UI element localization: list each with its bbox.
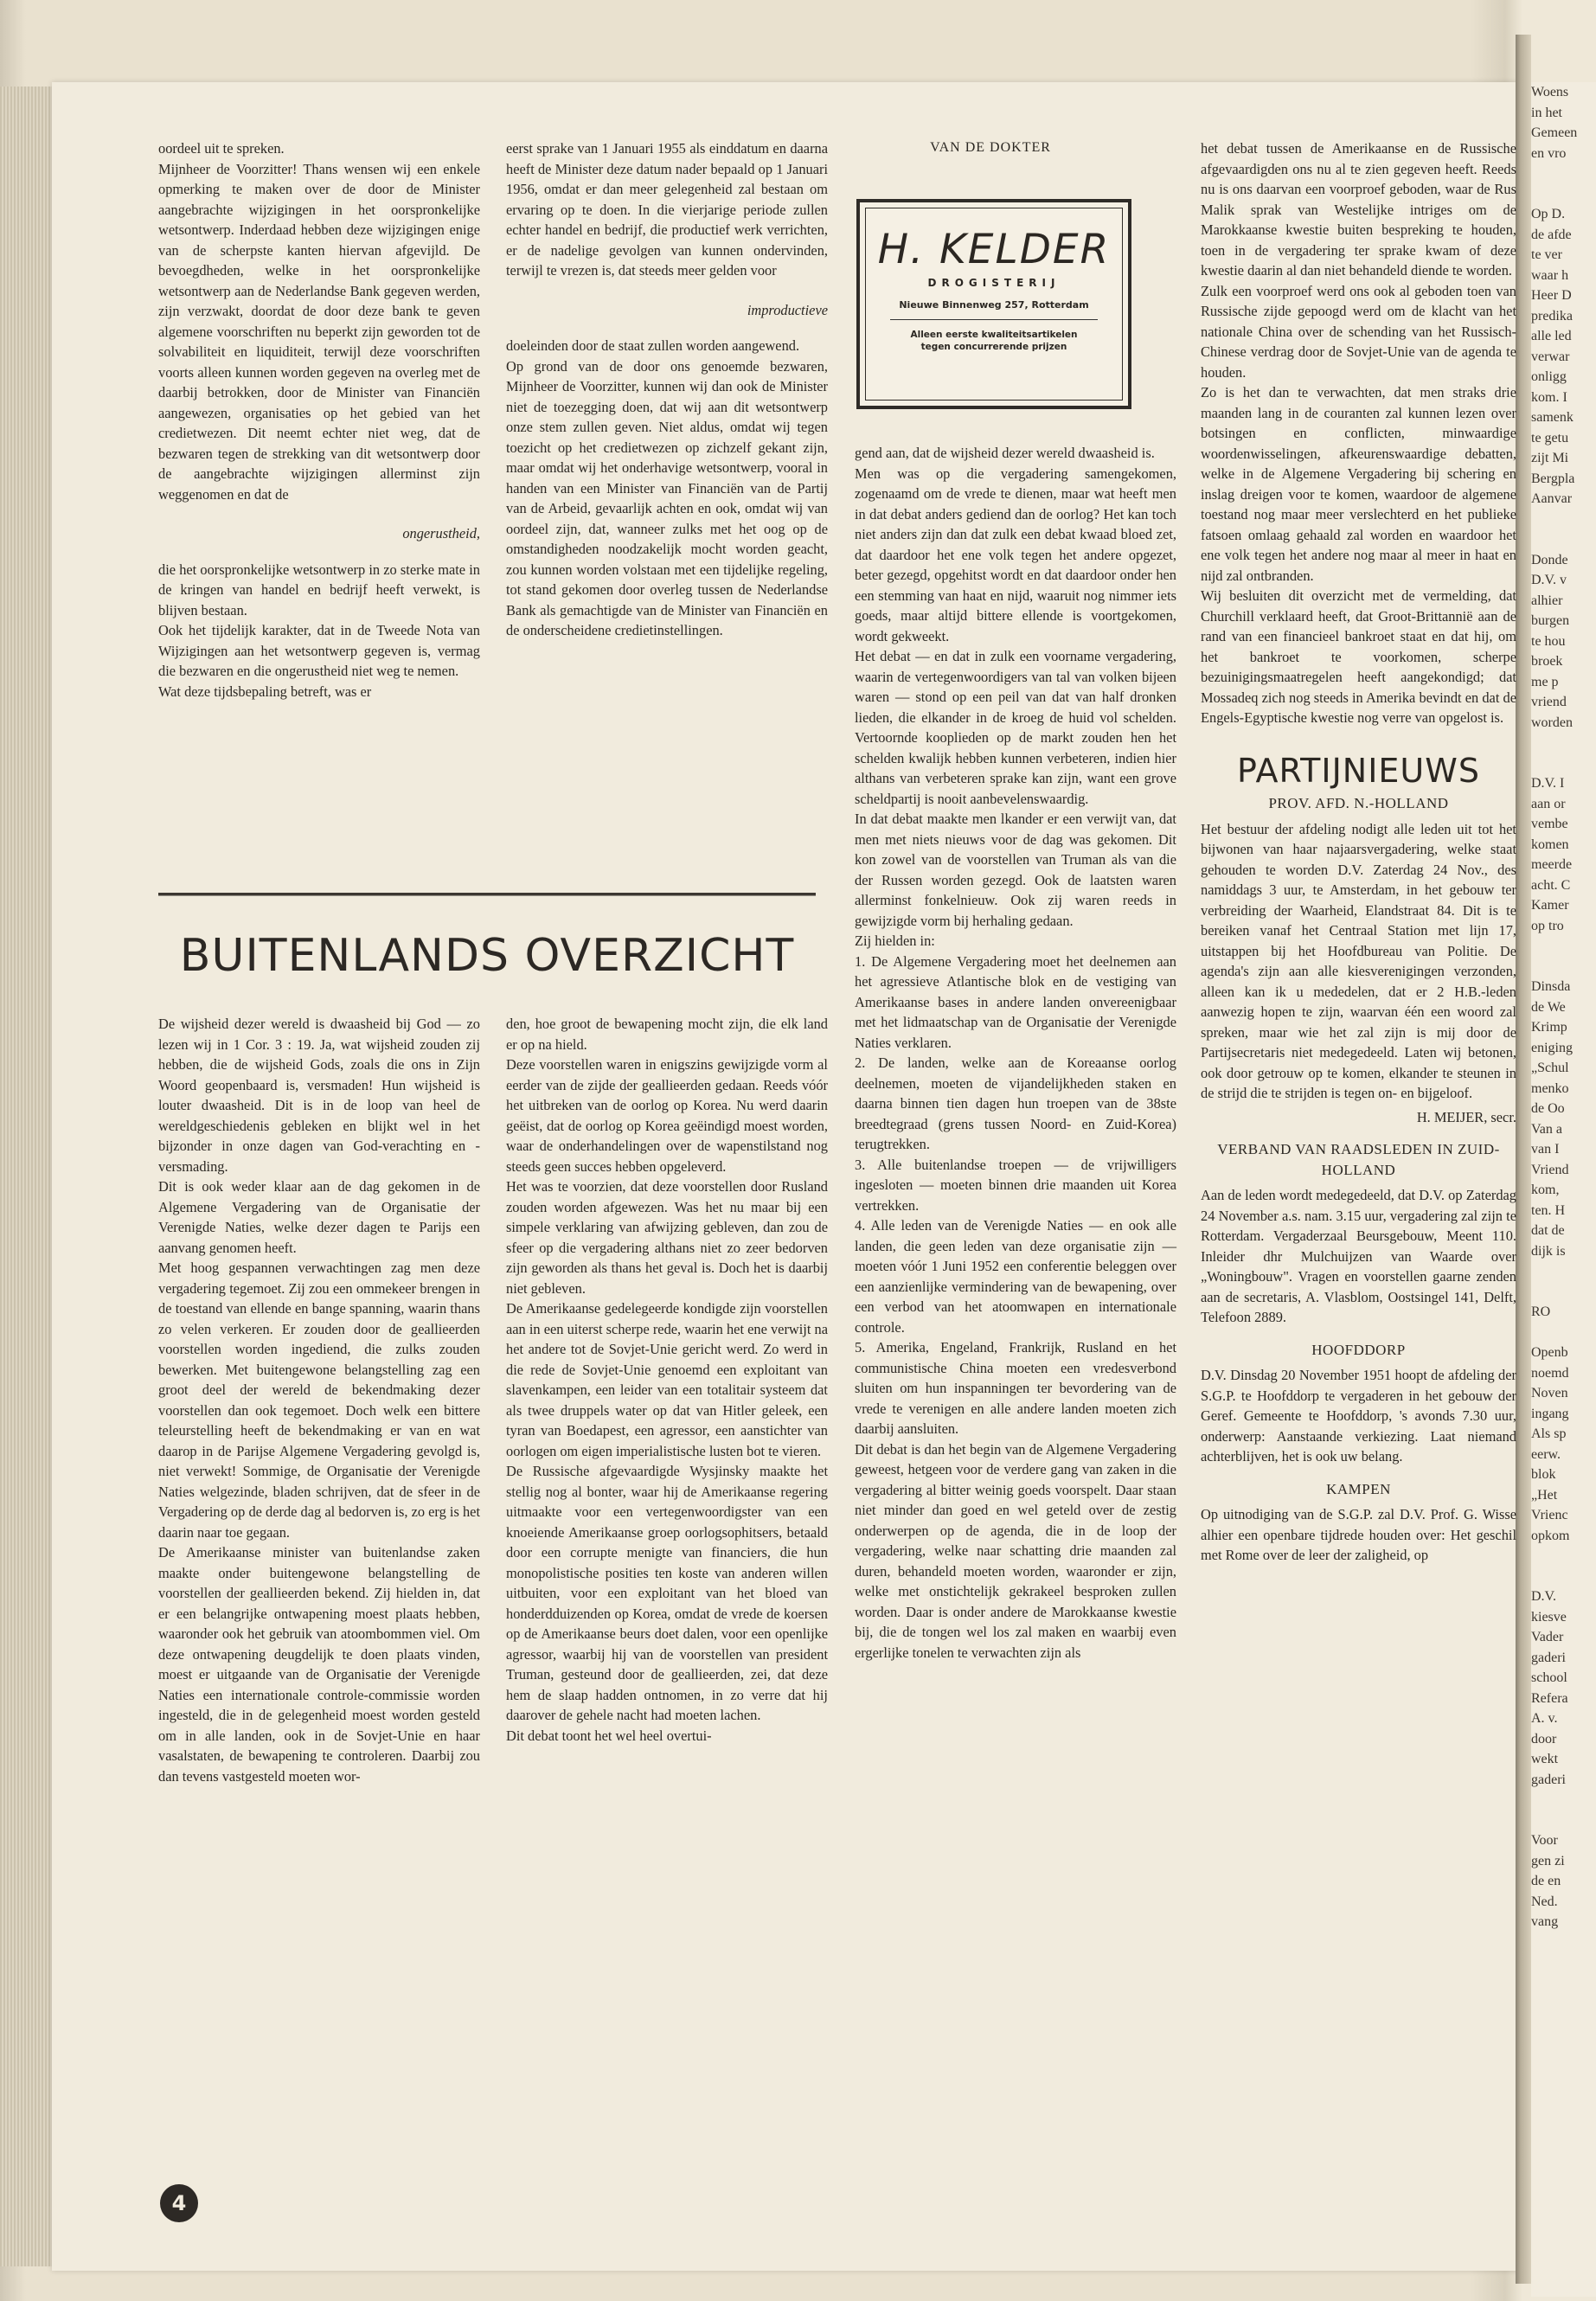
paragraph: 1. De Algemene Vergadering moet het deelnemen aan het agressieve Atlantische blok en de vestiging van Amerikaanse bases in andere landen onvereenigbaar met het lidmaatschap van de Organisatie der Verenigde Naties verklaren. (855, 952, 1176, 1051)
paragraph: Zo is het dan te verwachten, dat men straks drie maanden lang in de couranten zal kunnen lezen over botsingen en conflicten, minwaardige woordenwisselingen, afkeurenswaardige debatten, welke in de Algemene Vergadering bij schering en inslag dreigen voor te komen, waardoor de algemene toestand nog maar meer verslechterd en het publieke fatsoen omlaag gehaald zal worden en waardoor het ene volk tegen het andere nog maar al meer in haat en nijd zal ontbranden. (1201, 384, 1516, 584)
paragraph: Wat deze tijdsbepaling betreft, was er (158, 683, 372, 700)
col1-top (158, 138, 480, 504)
next-page-line: eerw. (1531, 1446, 1561, 1462)
paragraph: De wijsheid dezer wereld is dwaasheid bij God — zo lezen wij in 1 Cor. 3 : 19. Ja, wat wijsheid zouden zij hebben, die de wijsheid Gods, zoals die ons in Zijn Woord geopenbaard is, versmaden! Hun wijsheid is louter dwaasheid. Dit is in de loop van heel de wereldgeschiedenis gebleken en blijkt wel in het bijzonder in onze dagen van God-verachting en -versmading. (158, 1016, 480, 1175)
next-page-line: te getu (1531, 430, 1569, 445)
paragraph: Met hoog gespannen verwachtingen zag men deze vergadering tegemoet. Zij zou een ommekeer brengen in de toestand van ellende en bange spanning, waarin thans zo velen verkeren. Er zouden door de geallieerden voorstellen worden ingediend, die zulks zouden bewerken. Met buitengewone belangstelling zag een groot deel der wereld de bekendmaking dezer voorstellen dan ook tegemoet. Doch welk een bittere teleurstelling heeft de bekendmaking er van en wat daarop in de Parijse Algemene Vergadering gevolgd is, niet verwekt! Sommige, de Organisatie der Verenigde Naties welgezinde, bladen schrijven, dat de sfeer in de Vergadering op de derde dag al bedorven is, zo erg is het daarin naar toe gegaan. (158, 1259, 480, 1541)
next-page-line: gaderi (1531, 1650, 1566, 1665)
next-page-line: D.V. (1531, 1589, 1557, 1604)
overview-column-1 (158, 1014, 480, 1786)
article-column-1 (158, 138, 480, 702)
paragraph: De Amerikaanse gedelegeerde kondigde zijn voorstellen aan in een uiterst scherpe rede, waarin het ene verwijt na het andere tot de Sovjet-Unie gericht werd. Zo werd in die rede de Sovjet-Unie genoemd een exploitant van slavenkampen, een leider van een totalitair systeem dat als twee druppels water op dat van Hitler geleek, een tyran van Boedapest, een agressor, een aanstichter van oorlogen om eigen imperialistische lusten bot te vieren. (506, 1300, 828, 1459)
next-page-line: Krimp (1531, 1020, 1567, 1035)
next-page-sliver (1531, 82, 1596, 2297)
paragraph: Dit debat toont het wel heel overtui- (506, 1727, 712, 1744)
paragraph: Het was te voorzien, dat deze voorstellen door Rusland zouden worden afgewezen. Was het nu maar bij een simpele verklaring van afwijzing gebleven, dan zou de sfeer op die vergadering althans niet zo zeer bedorven zijn geworden als thans het geval is. Doch het is daarbij niet gebleven. (506, 1178, 828, 1297)
next-page-line: Als sp (1531, 1426, 1567, 1441)
col2-subhead: improductieve (747, 301, 828, 318)
paragraph: De Russische afgevaardigde Wysjinsky maakte het stellig nog al bonter, waar hij de Amerikaanse regering uitmaakte voor een vertegenwoordigster van een knoeiende Amerikaanse groep oorlogsophitsers, betaald door een corrupte menigte van financiers, die hun monopolistische posities ten koste van anderen willen uitbuiten, voor een exploitant van het bloed van honderdduizenden op Korea, omdat de vrede de koersen op de Amerikaanse beurs doet dalen, voor een openlijke agressor, waarbij hij van de voorstellen van president Truman, gesteund door de geallieerden, zei, dat deze hem de slaap hadden ontnomen, in zo verre dat hij daarover de gehele nacht had moeten lachen. (506, 1463, 828, 1723)
paragraph: Mijnheer de Voorzitter! Thans wensen wij een enkele opmerking te maken over de door de Minister aangebrachte wijzigingen in het oorspronkelijke wetsontwerp. Inderdaad hebben deze wijzigingen enige van de scherpste kanten hiervan afgevijld. De bevoegdheden, welke in het oorspronkelijke wetsontwerp aan de Nederlandse Bank gegeven werden, zijn verzwakt, doordat de door deze bank te geven algemene voorschriften nu beperkt zijn geworden tot de solvabiliteit en liquiditeit, terwijl deze voorschriften voorts alleen kunnen worden gegeven na overleg met de daarbij betrokken, door de Minister van Financiën aangewezen, organisaties op het gebied van het credietwezen. Dit neemt echter niet weg, dat de bezwaren tegen de strekking van dit wetsontwerp door de aangebrachte wijzigingen allerminst zijn weggenomen en dat de (158, 160, 480, 503)
next-page-line: dijk is (1531, 1243, 1566, 1259)
next-page-line: kiesve (1531, 1609, 1567, 1625)
ad-trade: DROGISTERIJ (927, 277, 1061, 289)
next-page-line: Vriend (1531, 1162, 1569, 1177)
paragraph: Dit debat is dan het begin van de Algemene Vergadering geweest, hetgeen voor de verdere gang van zaken in die vergadering al bitter weinig goeds voorspelt. Daar staan niet minder dan goed en wel geteld over de zestig onderwerpen op de agenda, die in de loop der vergadering, welke naar schatting drie maanden zal duren, behandeld moeten worden, waaronder er zijn, welke met onstichtelijk gekrakeel besproken zullen worden. Daar is onder andere de Marokkaanse kwestie bij, die de tongen wel los zal maken en waarbij even ergerlijke tonelen te verwachten zijn als (855, 1440, 1176, 1661)
next-page-line: kom. I (1531, 389, 1567, 405)
next-page-line: Donde (1531, 552, 1568, 567)
next-page-line: opkom (1531, 1528, 1570, 1543)
next-page-line (1531, 936, 1596, 957)
next-page-line: de We (1531, 999, 1566, 1015)
paragraph: 5. Amerika, Engeland, Frankrijk, Rusland en het communistische China moeten een vredesverbond sluiten om hun inspanningen ter bevordering van de vrede te verenigen en alle andere landen moeten zich daarbij aansluiten. (855, 1339, 1176, 1437)
stacked-page-edges (0, 87, 52, 2266)
next-page-line: menko (1531, 1080, 1569, 1096)
next-page-line: onligg (1531, 369, 1567, 384)
next-page-line: A. v. (1531, 1711, 1558, 1726)
page-number-badge: 4 (160, 2184, 198, 2222)
next-page-line: „Schul (1531, 1061, 1569, 1075)
next-page-line (1531, 529, 1596, 550)
paragraph: Op grond van de door ons genoemde bezwaren, Mijnheer de Voorzitter, kunnen wij dan ook de Minister niet de toezegging doen, dat wij aan dit wetsontwerp onze stem zullen geven. Niet aldus, omdat wij tegen toezicht op het credietwezen op zichzelf gekant zijn, maar omdat wij het onderhavige wetsontwerp, vooral in handen van een Minister van Financiën van de Partij van de Arbeid, gevaarlijk achten en ook, omdat wij van oordeel zijn, dat, wanneer zulks met het oog op de omstandigheden noodzakelijk mocht worden geacht, zou kunnen worden volstaan met een tijdelijke regeling, tot stand gekomen door overleg tussen de Nederlandse Bank als gemachtigde van de Minister van Financiën en de onderscheidene credietinstellingen. (506, 357, 828, 638)
ad-divider (890, 319, 1098, 320)
next-page-line (1531, 1811, 1596, 1831)
signature: H. MEIJER, secr. (1416, 1108, 1516, 1125)
main-title: BUITENLANDS OVERZICHT (179, 930, 795, 982)
next-page-line (1531, 510, 1596, 530)
next-page-line: Heer D (1531, 288, 1572, 303)
next-page-line: D.V. I (1531, 776, 1565, 791)
overview-column-2 (506, 1014, 828, 1746)
section-title-2: VERBAND VAN RAADSLEDEN IN ZUID-HOLLAND (1217, 1141, 1500, 1178)
next-page-line: Vrienc (1531, 1508, 1568, 1522)
next-page-line: dat de (1531, 1223, 1565, 1238)
next-page-line: Refera (1531, 1690, 1568, 1706)
next-page-line: noemd (1531, 1365, 1569, 1381)
article-column-4 (1201, 138, 1516, 1566)
next-page-line: te hou (1531, 633, 1566, 649)
next-page-line: acht. C (1531, 877, 1571, 893)
next-page-line (1531, 753, 1596, 774)
next-page-line: predika (1531, 308, 1573, 324)
next-page-line (1531, 1546, 1596, 1567)
binding-spine (1516, 35, 1531, 2284)
col1-subhead: ongerustheid, (402, 525, 480, 542)
pharmacy-advertisement (856, 199, 1131, 409)
paragraph: doeleinden door de staat zullen worden aangewend. (506, 337, 800, 354)
next-page-line (1531, 1790, 1596, 1811)
next-page-line: te ver (1531, 247, 1562, 262)
next-page-line: van I (1531, 1142, 1560, 1157)
paragraph: den, hoe groot de bewapening mocht zijn, die elk land er op na hield. (506, 1016, 828, 1053)
next-page-line: „Het (1531, 1487, 1558, 1503)
ad-line-1: Alleen eerste kwaliteitsartikelen (910, 330, 1078, 340)
section-body-1: Het bestuur der afdeling nodigt alle leden uit tot het bijwonen van haar najaarsvergadering, welke staat gehouden te worden D.V. Zaterdag 24 Nov., des namiddags 3 uur, te Amsterdam, in het gebouw ter verbreiding der Waarheid, Elandstraat 84. Dit is te bereiken vanaf het Centraal Station met lijn 17, uitstappen bij het Hoofdbureau van Politie. De agenda's zijn aan alle kiesverenigingen verzonden, alleen kan ik u mededelen, dat er 2 H.B.-leden aanwezig hopen te zijn, waarvan één een woord zal spreken, maar wie het zal zijn is mij door de Partijsecretaris niet medegedeeld. Laten wij betonen, ook door getrouw op te komen, elkander te steunen in de strijd die te strijden is tegen on- en bijgeloof. (1201, 820, 1516, 1101)
next-page-line (1531, 957, 1596, 977)
next-page-line: Dinsda (1531, 979, 1571, 994)
section-title-1: PROV. AFD. N.-HOLLAND (1268, 795, 1449, 811)
paragraph: De Amerikaanse minister van buitenlandse zaken maakte onder buitengewone belangstelling de voorstellen der geallieerden bekend. Zij hielden in, dat er een belangrijke ontwapening moest plaats hebben, waaronder ook het gebruik van atoombommen viel. Om deze ontwapening deugdelijk te doen plaats vinden, moest er uitgaande van de Organisatie der Verenigde Naties een internationale controle-commissie worden ingesteld, die in de gelegenheid moest worden gesteld om in alle landen, ook in de Sovjet-Unie en haar vasalstaten, de bewapening te controleren. Daarbij zou dan tevens vastgesteld moeten wor- (158, 1544, 480, 1785)
paragraph: Dit is ook weder klaar aan de dag gekomen in de Algemene Vergadering van de Organisatie der Verenigde Naties, welke dezer dagen te Parijs een aanvang genomen heeft. (158, 1178, 480, 1256)
next-page-line: eniging (1531, 1040, 1573, 1055)
article-column-3 (855, 443, 1176, 1663)
section-body-3: D.V. Dinsdag 20 November 1951 hoopt de afdeling der S.G.P. te Hoofddorp te vergaderen in het gebouw der Geref. Gemeente te Hoofddorp, 's avonds 7.30 uur, onderwerp: Aanstaande verkiezing. Laat niemand achterblijven, het is ook uw belang. (1201, 1367, 1516, 1465)
col2-bottom (506, 336, 828, 641)
section-body-2: Aan de leden wordt medegedeeld, dat D.V. op Zaterdag 24 November a.s. nam. 3.15 uur, vergadering zal zijn te Rotterdam. Vergaderzaal Beursgebouw, Meent 110. Inleider dhr Mulchuijzen van Waarde over „Woningbouw". Vragen en voorstellen gaarne zenden aan de secretaris, A. Vlasblom, Oostsingel 141, Delft, Telefoon 2889. (1201, 1187, 1516, 1325)
next-page-line (1531, 1323, 1596, 1343)
next-page-line: Openb (1531, 1345, 1568, 1360)
paragraph: 4. Alle leden van de Verenigde Naties — en ook alle landen, die geen leden van deze organisatie zijn — moeten vóór 1 Juni 1952 een conferentie beleggen over een aanzienlijke vermindering van de bewapening, over een verbod van het atoomwapen en internationale controle. (855, 1217, 1176, 1336)
next-page-line: door (1531, 1731, 1557, 1747)
paragraph: In dat debat maakte men lkander er een verwijt van, dat men met niets nieuws voor de dag was gekomen. Dit kon zowel van de voorstellen van Truman als van die der Russen worden gezegd. Ook de laatsten waren allerminst fonkelnieuw. Ook zij waren reeds in gewijzigde vorm bij herhaling gedaan. (855, 811, 1176, 929)
next-page-line: Voor (1531, 1833, 1558, 1848)
next-page-line (1531, 184, 1596, 205)
next-page-line: Kamer (1531, 898, 1569, 913)
next-page-line: Bergpla (1531, 471, 1575, 486)
next-page-line: ten. H (1531, 1202, 1566, 1218)
paragraph: Wij besluiten dit overzicht met de vermelding, dat Churchill verklaard heeft, dat Groot-Brittannië aan de rand van een financieel bankroet staat en dat hij, om het bankroet te voorkomen, scherpe bezuinigingsmaatregelen heeft aangekondigd; dat Mossadeq zich nog steeds in Amerika bevindt en dat de Engels-Egyptische kwestie nog verre van opgelost is. (1201, 587, 1516, 726)
next-page-line: Vader (1531, 1630, 1564, 1644)
paragraph: eerst sprake van 1 Januari 1955 als einddatum en daarna heeft de Minister deze datum nader bepaald op 1 Januari 1956, omdat er dan meer gelegenheid zal bestaan om ervaring op te doen. In die vierjarige periode zullen echter handel en bedrijf, die productief werk verrichten, er de nadelige gevolgen van kunnen ondervinden, terwijl te vrezen is, dat steeds meer gelden voor (506, 140, 828, 279)
next-page-line (1531, 1282, 1596, 1303)
paragraph: die het oorspronkelijke wetsontwerp in zo sterke mate in de kringen van handel en bedrijf heeft verwekt, is blijven bestaan. (158, 561, 480, 619)
next-page-line: aan or (1531, 796, 1566, 811)
doctor-heading: VAN DE DOKTER (930, 140, 1051, 155)
next-page-line: RO (1531, 1304, 1551, 1319)
next-page-line: zijt Mi (1531, 451, 1569, 465)
next-page-line: D.V. v (1531, 573, 1567, 587)
next-page-line: gen zi (1531, 1853, 1565, 1868)
ad-name: H. KELDER (877, 226, 1111, 273)
article-column-2 (506, 138, 828, 641)
next-page-line: de Oo (1531, 1101, 1565, 1116)
next-page-line (1531, 1261, 1596, 1282)
next-page-line: alhier (1531, 593, 1563, 608)
next-page-line: school (1531, 1670, 1567, 1685)
next-page-line (1531, 163, 1596, 184)
next-page-line: Van a (1531, 1121, 1562, 1137)
next-page-line: burgen (1531, 613, 1570, 628)
next-page-line: verwar (1531, 349, 1570, 364)
paragraph: het debat tussen de Amerikaanse en de Russische afgevaardigden ons nu al te zien gegeven heeft. Reeds nu is ons daarvan een voorproef geboden, waar de Rus Malik sprak van Westelijke intriges om de Marokkaanse kwestie buiten bespreking te houden, toen in de vergadering ter sprake kwam of deze kwestie daarin al dan niet behandeld diende te worden. (1201, 140, 1516, 279)
next-page-line: kom, (1531, 1183, 1560, 1197)
next-page-line: de en (1531, 1874, 1561, 1888)
paragraph: Men was op die vergadering samengekomen, zogenaamd om de vrede te dienen, maar wat heeft men in dat debat anders gediend dan de oorlog? Het kan toch niet anders zijn dan dat zulk een debat kwaad bloed zet, dat daardoor het ene volk tegen het andere opgezet, beter gezegd, opgehitst wordt en dat daardoor onder hen een stemming van haat en nijd, waaruit nog nimmer iets goeds, maar altijd bittere ellende is voortgekomen, wordt gekweekt. (855, 465, 1176, 644)
next-page-line: in het (1531, 105, 1562, 120)
col1-bottom (158, 560, 480, 702)
next-page-line: op tro (1531, 918, 1564, 933)
next-page-line: vembe (1531, 817, 1568, 831)
next-page-line: en vro (1531, 145, 1567, 161)
next-page-line: waar h (1531, 267, 1569, 283)
next-page-line: samenk (1531, 410, 1574, 425)
next-page-line: vriend (1531, 695, 1567, 709)
paragraph: oordeel uit te spreken. (158, 140, 285, 157)
paragraph: Deze voorstellen waren in enigszins gewijzigde vorm al eerder van de zijde der geallieerden gedaan. Reeds vóór het uitbreken van de oorlog op Korea. Nu werd daarin geëist, dat de oorlog op Korea geëindigd moest worden, waar de onderhandelingen over de wapenstilstand nog steeds geen succes hebben opgeleverd. (506, 1056, 828, 1175)
next-page-line: gaderi (1531, 1772, 1566, 1787)
next-page-line: Noven (1531, 1386, 1568, 1400)
paragraph: 2. De landen, welke aan de Koreaanse oorlog deelnemen, moeten de vijandelijkheden staken en daarna binnen tien dagen hun troepen van de 38ste breedtegraad (grens tussen Noord- en Zuid-Korea) terugtrekken. (855, 1054, 1176, 1152)
section-title-3: HOOFDDORP (1311, 1341, 1406, 1358)
next-page-line (1531, 733, 1596, 753)
next-page-line: wekt (1531, 1752, 1559, 1766)
col4-top (1201, 138, 1516, 728)
section-body-4: Op uitnodiging van de S.G.P. zal D.V. Prof. G. Wisse alhier een openbare tijdrede houden over: Het geschil met Rome over de leer der zaligheid, op (1201, 1506, 1516, 1563)
next-page-line: Op D. (1531, 207, 1566, 221)
next-page-line: meerde (1531, 857, 1573, 872)
ad-line-2: tegen concurrerende prijzen (920, 342, 1067, 352)
paragraph: Ook het tijdelijk karakter, dat in de Tweede Nota van Wijzigingen aan het wetsontwerp gegeven is, vermag die bezwaren en die ongerustheid niet weg te nemen. (158, 622, 480, 679)
next-page-line: komen (1531, 836, 1569, 852)
next-page-line: broek (1531, 654, 1563, 669)
next-page-line: Ned. (1531, 1894, 1558, 1909)
next-page-line: me p (1531, 674, 1559, 689)
next-page-line: vang (1531, 1914, 1559, 1929)
next-page-line: worden (1531, 715, 1573, 730)
next-page-line: de afde (1531, 227, 1572, 242)
ad-frame (865, 208, 1123, 401)
next-page-line: ingang (1531, 1406, 1569, 1421)
next-page-line: Aanvar (1531, 491, 1573, 506)
paragraph: Zij hielden in: (855, 933, 935, 949)
next-page-line: Gemeen (1531, 125, 1578, 140)
ad-address: Nieuwe Binnenweg 257, Rotterdam (899, 299, 1089, 311)
col2-top (506, 138, 828, 281)
partij-heading: PARTIJNIEUWS (1237, 751, 1480, 790)
section-title-4: KAMPEN (1326, 1480, 1391, 1497)
next-page-line (1531, 1567, 1596, 1587)
next-page-line: alle led (1531, 329, 1572, 343)
paragraph: 3. Alle buitenlandse troepen — de vrijwilligers ingesloten — moeten binnen drie maanden uit Korea vertrekken. (855, 1156, 1176, 1214)
next-page-line: Woens (1531, 85, 1569, 99)
paragraph: Zulk een voorproef werd ons ook al geboden toen van Russische zijde gepoogd werd om de klacht van het nationale China over de schending van het Russisch-Chinese verdrag door de Sovjet-Unie van de agenda te houden. (1201, 282, 1516, 381)
paragraph: gend aan, dat de wijsheid dezer wereld dwaasheid is. (855, 445, 1155, 461)
title-divider-shadow (158, 895, 816, 896)
paragraph: Het debat — en dat in zulk een voorname vergadering, waarin de vertegenwoordigers van tal van volken bijeen waren — stond op een peil van dat van half dronken lieden, die elkander in de kroeg de huid vol schelden. Vertoornde kooplieden op de markt zouden hen het schelden kwalijk hebben kunnen verbeteren, indien hier althans van verbeteren sprake kan zijn, want een grove scheldpartij is nooit aanbevelenswaardig. (855, 648, 1176, 807)
next-page-line: blok (1531, 1467, 1556, 1482)
